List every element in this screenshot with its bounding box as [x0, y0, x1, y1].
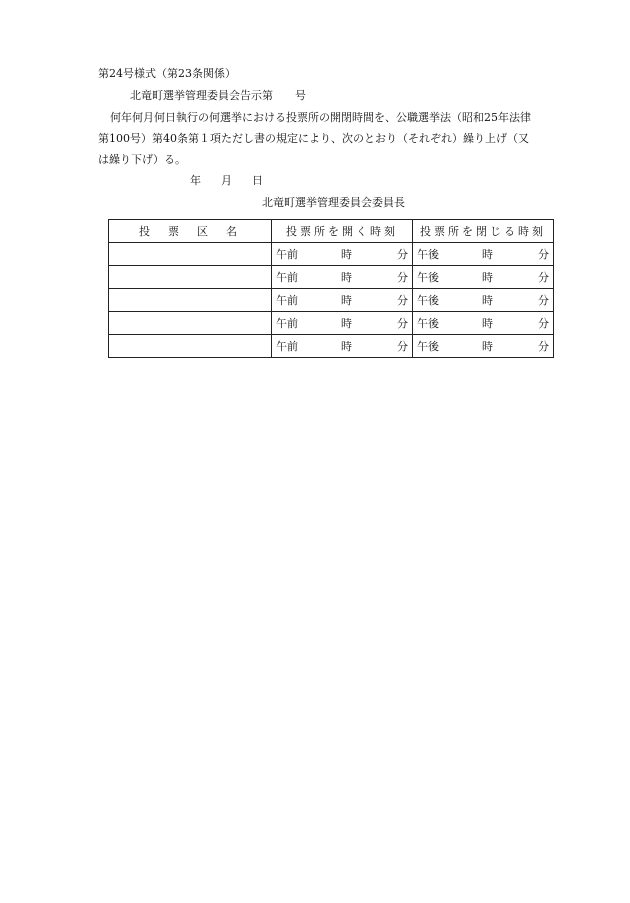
header-close-time: 投票所を閉じる時刻 — [413, 220, 554, 243]
close-hour-label: 時 — [482, 248, 493, 261]
open-ampm: 午前 — [276, 294, 298, 307]
district-cell[interactable] — [109, 243, 272, 266]
close-ampm: 午後 — [417, 294, 439, 307]
table-row — [109, 289, 554, 312]
open-hour-label: 時 — [341, 248, 352, 261]
open-ampm: 午前 — [276, 271, 298, 284]
district-cell[interactable] — [109, 289, 272, 312]
close-minute-label: 分 — [538, 248, 549, 261]
notice-prefix: 北竜町選挙管理委員会告示第 — [130, 89, 273, 102]
open-time-cell[interactable] — [272, 335, 413, 358]
close-minute-label: 分 — [538, 317, 549, 330]
table-row — [109, 243, 554, 266]
open-minute-label: 分 — [397, 340, 408, 353]
body-text-line-2: 第100号）第40条第１項ただし書の規定により、次のとおり（それぞれ）繰り上げ（又 — [98, 132, 529, 145]
header-open-time: 投票所を開く時刻 — [272, 220, 413, 243]
district-cell[interactable] — [109, 312, 272, 335]
open-minute-label: 分 — [397, 317, 408, 330]
close-time-cell[interactable] — [413, 335, 554, 358]
open-hour-label: 時 — [341, 294, 352, 307]
district-cell[interactable] — [109, 266, 272, 289]
open-time-cell[interactable] — [272, 289, 413, 312]
body-text-line-1: 何年何月何日執行の何選挙における投票所の開閉時間を、公職選挙法（昭和25年法律 — [110, 111, 531, 124]
date-day: 日 — [252, 174, 263, 187]
close-hour-label: 時 — [482, 294, 493, 307]
open-time-cell[interactable] — [272, 266, 413, 289]
date-month: 月 — [221, 174, 232, 187]
open-ampm: 午前 — [276, 340, 298, 353]
table-header-row — [109, 220, 554, 243]
close-ampm: 午後 — [417, 340, 439, 353]
open-minute-label: 分 — [397, 294, 408, 307]
polling-hours-table — [108, 219, 554, 358]
open-minute-label: 分 — [397, 248, 408, 261]
chairman-title: 北竜町選挙管理委員会委員長 — [262, 196, 405, 209]
close-hour-label: 時 — [482, 317, 493, 330]
date-year: 年 — [190, 174, 201, 187]
table-row — [109, 312, 554, 335]
close-ampm: 午後 — [417, 248, 439, 261]
close-minute-label: 分 — [538, 271, 549, 284]
open-ampm: 午前 — [276, 317, 298, 330]
date-line — [190, 175, 263, 186]
close-ampm: 午後 — [417, 271, 439, 284]
close-time-cell[interactable] — [413, 312, 554, 335]
open-ampm: 午前 — [276, 248, 298, 261]
close-time-cell[interactable] — [413, 289, 554, 312]
close-minute-label: 分 — [538, 340, 549, 353]
open-hour-label: 時 — [341, 317, 352, 330]
close-hour-label: 時 — [482, 271, 493, 284]
open-hour-label: 時 — [341, 271, 352, 284]
open-time-cell[interactable] — [272, 312, 413, 335]
form-number: 第24号様式（第23条関係） — [98, 67, 236, 80]
close-time-cell[interactable] — [413, 266, 554, 289]
district-cell[interactable] — [109, 335, 272, 358]
open-hour-label: 時 — [341, 340, 352, 353]
close-hour-label: 時 — [482, 340, 493, 353]
open-minute-label: 分 — [397, 271, 408, 284]
close-minute-label: 分 — [538, 294, 549, 307]
close-time-cell[interactable] — [413, 243, 554, 266]
notice-number-line — [130, 90, 306, 101]
table-row — [109, 335, 554, 358]
notice-suffix: 号 — [295, 89, 306, 102]
body-text-line-3: は繰り下げ）る。 — [98, 153, 186, 166]
table-row — [109, 266, 554, 289]
header-district: 投票区名 — [109, 220, 272, 243]
close-ampm: 午後 — [417, 317, 439, 330]
open-time-cell[interactable] — [272, 243, 413, 266]
